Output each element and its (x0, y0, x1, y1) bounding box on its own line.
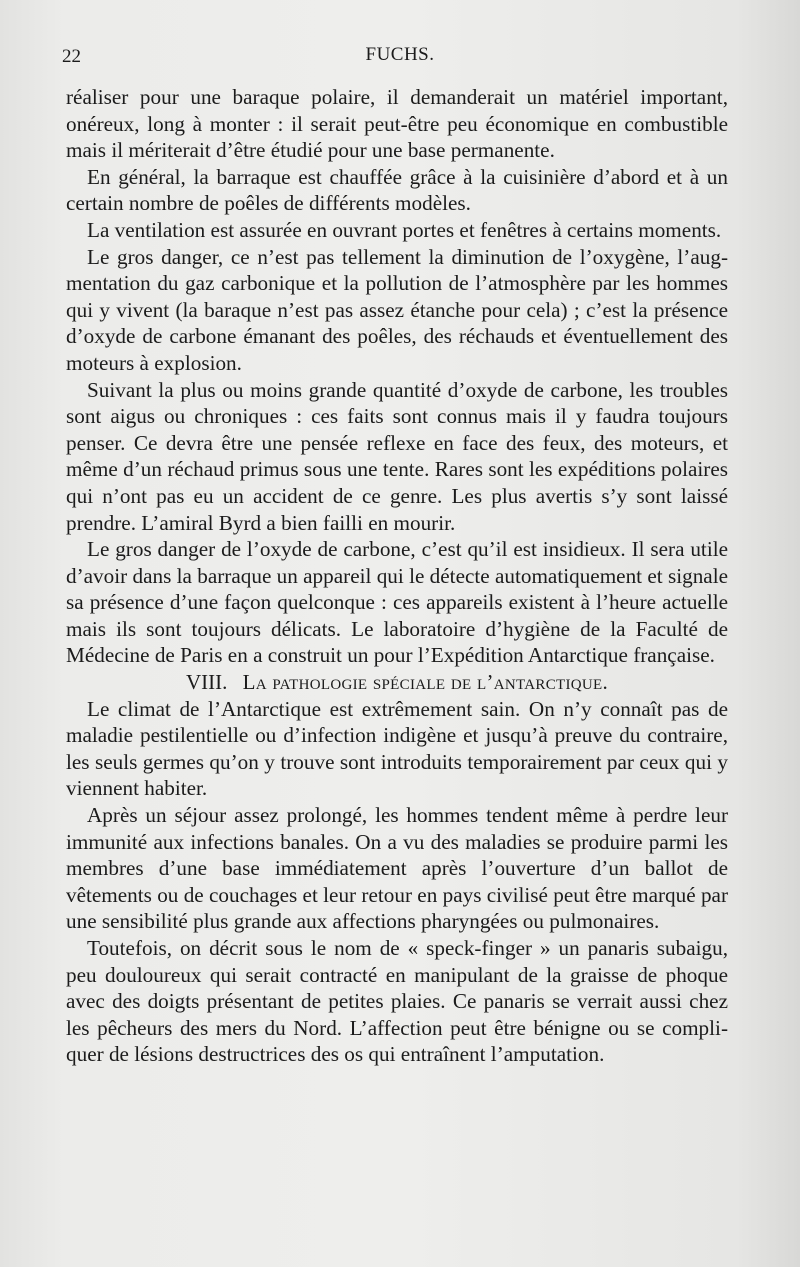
paragraph: Toutefois, on décrit sous le nom de « speck-finger » un panaris subaigu, peu douloureux qui serait contracté en manipulant de la graisse de phoque avec des doigts présentant de petites plaies. Ce panaris se verrait aussi chez les pêcheurs des mers du Nord. L’affection peut être bénigne ou se compliquer de lésions destructrices des os qui entraînent l’amputation. (66, 936, 728, 1067)
paragraph: Le climat de l’Antarctique est extrêmement sain. On n’y connaît pas de maladie pestilentielle ou d’infection indigène et jusqu’à preuve du contraire, les seuls germes qu’on y trouve sont introduits temporairement par ceux qui y viennent habiter. (66, 696, 728, 801)
section-title: La pathologie spéciale de l’antarctique. (242, 670, 609, 695)
section-number: VIII. (185, 670, 228, 695)
paragraph: réaliser pour une baraque polaire, il demanderait un matériel important, onéreux, long à monter : il serait peut-être peu économique en combustible mais il mériterait d’être étudié pour une base permanente. (66, 85, 728, 163)
page-number: 22 (62, 46, 81, 67)
paragraph: La ventilation est assurée en ouvrant portes et fenêtres à certains moments. (87, 217, 722, 242)
paragraph: Suivant la plus ou moins grande quantité d’oxyde de carbone, les troubles sont aigus ou chroniques : ces faits sont connus mais il y faudra toujours penser. Ce devra être une pensée reflexe en face des feux, des moteurs, et même d’un réchaud primus sous une tente. Rares sont les expéditions polaires qui n’ont pas eu un accident de ce genre. Les plus avertis s’y sont laissé prendre. L’amiral Byrd a bien failli en mourir. (66, 377, 728, 535)
paragraph: En général, la barraque est chauffée grâce à la cuisinière d’abord et à un certain nombre de poêles de différents modèles. (66, 164, 728, 216)
running-head: FUCHS. (365, 44, 435, 65)
paragraph: Après un séjour assez prolongé, les hommes tendent même à perdre leur immunité aux infections banales. On a vu des maladies se produire parmi les membres d’une base immédiatement après l’ouverture d’un ballot de vêtements ou de couchages et leur retour en pays civilisé peut être marqué par une sensibilité plus grande aux affections pharyngées ou pulmonaires. (66, 803, 728, 934)
paragraph: Le gros danger, ce n’est pas tellement la diminution de l’oxygène, l’augmentation du gaz carbonique et la pollution de l’atmosphère par les hommes qui y vivent (la baraque n’est pas assez étanche pour cela) ; c’est la présence d’oxyde de carbone émanant des poêles, des réchauds et éventuellement des moteurs à explosion. (66, 244, 728, 375)
paragraph: Le gros danger de l’oxyde de carbone, c’est qu’il est insidieux. Il sera utile d’avoir dans la barraque un appareil qui le détecte automatiquement et signale sa présence d’une façon quelconque : ces appareils existent à l’heure actuelle mais ils sont toujours délicats. Le laboratoire d’hygiène de la Faculté de Médecine de Paris en a construit un pour l’Expédition Antarctique française. (66, 537, 728, 668)
section-heading (66, 669, 728, 696)
body-text (66, 84, 728, 1068)
